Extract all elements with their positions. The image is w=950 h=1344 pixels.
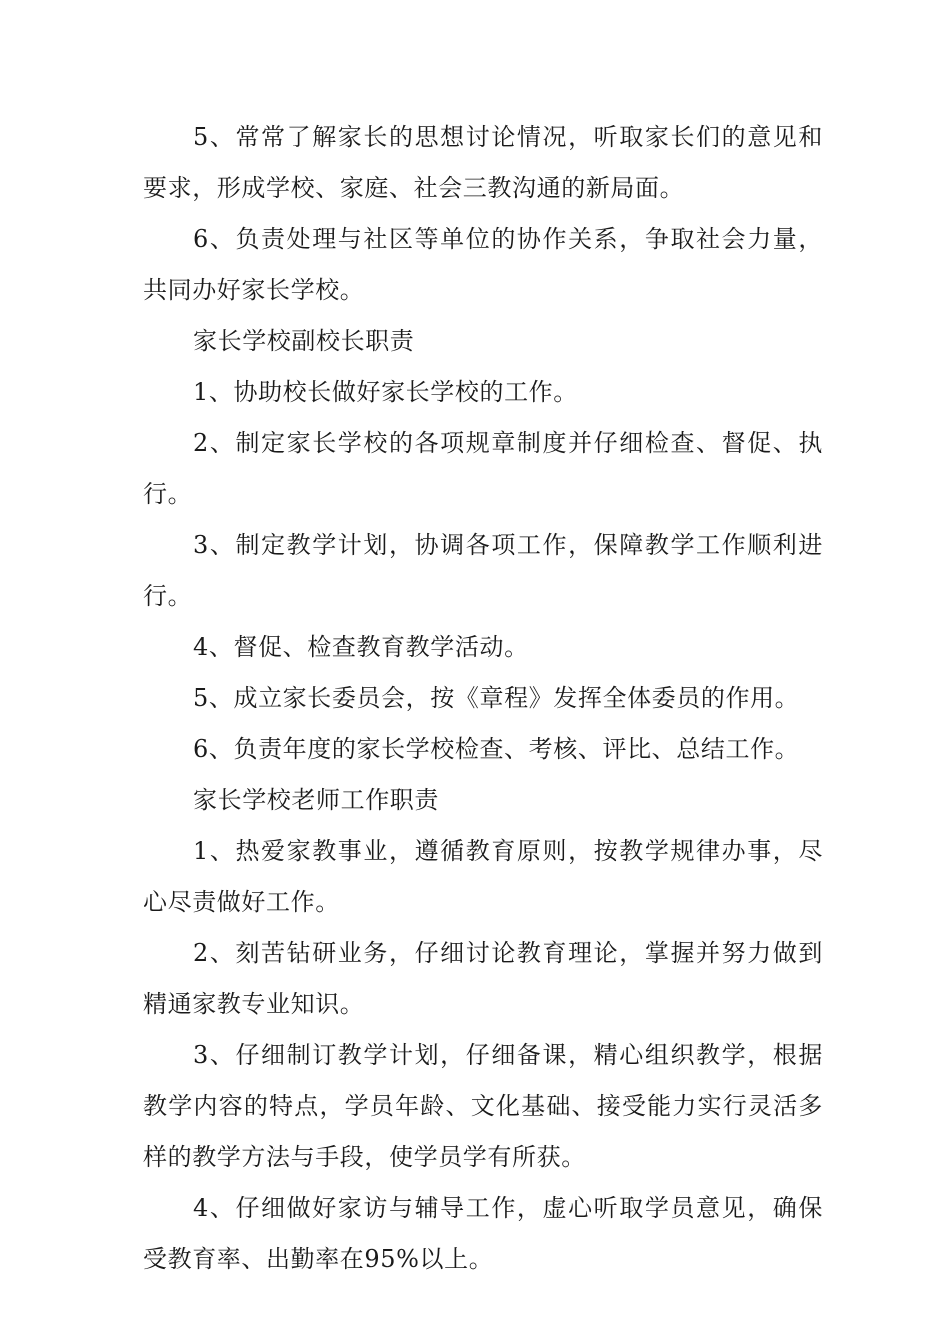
paragraph-teacher-duty-3: 3、仔细制订教学计划，仔细备课，精心组织教学，根据教学内容的特点，学员年龄、文化基础、接受能力实行灵活多样的教学方法与手段，使学员学有所获。 — [143, 1041, 823, 1171]
document-body — [143, 112, 823, 1285]
paragraph-vice-duty-2: 2、制定家长学校的各项规章制度并仔细检查、督促、执行。 — [143, 429, 823, 508]
paragraph-teacher-duty-2: 2、刻苦钻研业务，仔细讨论教育理论，掌握并努力做到精通家教专业知识。 — [143, 939, 823, 1018]
paragraph-vice-duty-1: 1、协助校长做好家长学校的工作。 — [193, 378, 578, 406]
paragraph-teacher-duty-4: 4、仔细做好家访与辅导工作，虚心听取学员意见，确保受教育率、出勤率在95%以上。 — [143, 1194, 823, 1273]
paragraph-vice-duty-5: 5、成立家长委员会，按《章程》发挥全体委员的作用。 — [193, 684, 800, 712]
paragraph-vice-duty-4: 4、督促、检查教育教学活动。 — [193, 633, 529, 661]
paragraph-principal-duty-6: 6、负责处理与社区等单位的协作关系，争取社会力量，共同办好家长学校。 — [143, 225, 823, 304]
section-heading-teacher: 家长学校老师工作职责 — [193, 786, 439, 814]
paragraph-principal-duty-5: 5、常常了解家长的思想讨论情况，听取家长们的意见和要求，形成学校、家庭、社会三教沟通的新局面。 — [143, 123, 823, 202]
section-heading-vice-principal: 家长学校副校长职责 — [193, 327, 415, 355]
paragraph-vice-duty-3: 3、制定教学计划，协调各项工作，保障教学工作顺利进行。 — [143, 531, 823, 610]
paragraph-vice-duty-6: 6、负责年度的家长学校检查、考核、评比、总结工作。 — [193, 735, 800, 763]
paragraph-teacher-duty-1: 1、热爱家教事业，遵循教育原则，按教学规律办事，尽心尽责做好工作。 — [143, 837, 823, 916]
